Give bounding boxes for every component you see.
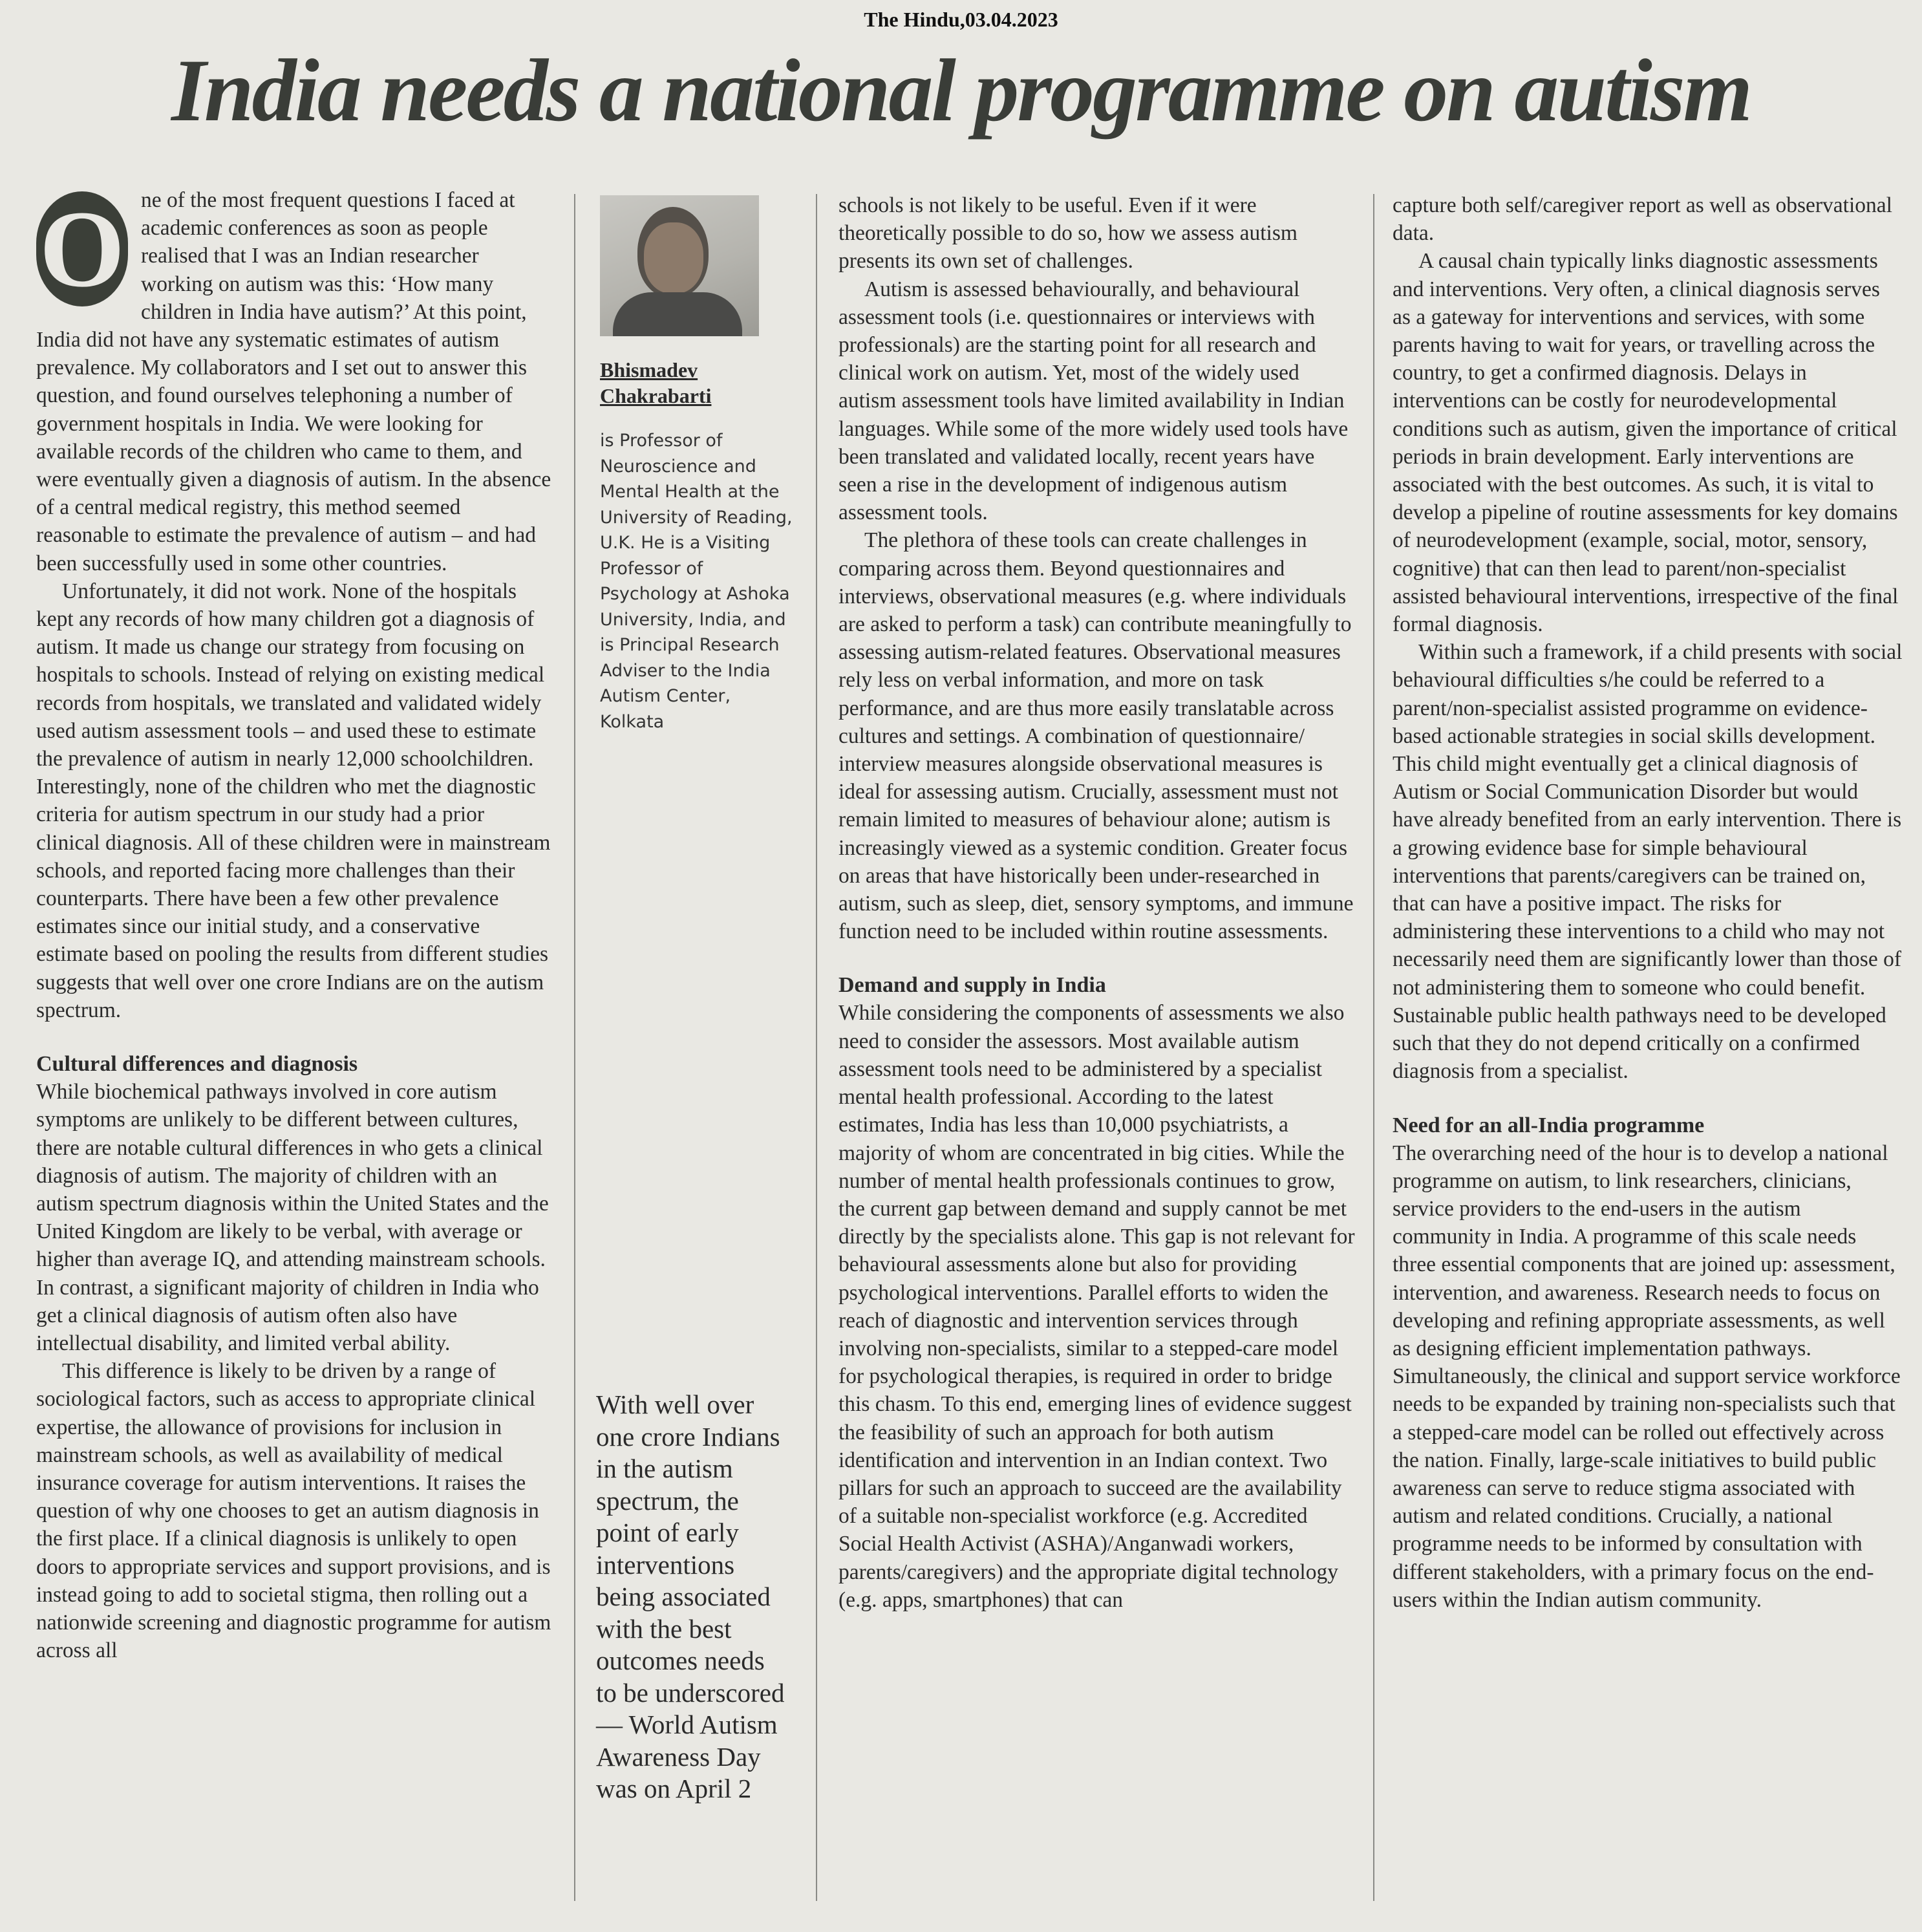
section-heading: Cultural differences and diagnosis [36,1052,358,1077]
section-heading: Need for an all-India programme [1393,1113,1705,1137]
paragraph-text: ne of the most frequent questions I faced at academic conferences as soon as people realised that I was an Indian researcher working on autism was this: ‘How many children in India have autism?’ At this point, India did not have any systematic estimates of autism prevalence. My collaborators and I set out to answer this question, and found ourselves telephoning a number of government hospitals in India. We were looking for available records of the children who came to them, and were eventually given a diagnosis of autism. In the absence of a central medical registry, this method seemed reasonable to estimate the prevalence of autism – and had been successfully used in some other countries. [36,188,551,575]
article-paragraph: capture both self/caregiver report as well as observational data. [1393,193,1892,246]
drop-cap: O [36,191,128,306]
article-paragraph [36,186,553,577]
author-photo [600,195,759,336]
article-paragraph: While considering the components of assessments we also need to consider the assessors. Most available autism assessment tools need to be administered by a specialist mental health professional. According to the latest estimates, India has less than 10,000 psychiatrists, a majority of whom are concentrated in big cities. While the number of mental health professionals continues to grow, the current gap between demand and supply cannot be met directly by the specialists alone. This gap is not relevant for behavioural assessments alone but also for providing psychological interventions. Parallel efforts to widen the reach of diagnostic and intervention services through involving non-specialists, similar to a stepped-care model for psychological therapies, is required in order to bridge this chasm. To this end, emerging lines of evidence suggest the feasibility of such an approach for both autism identification and intervention in an Indian context. Two pillars for such an approach to succeed are the availability of a suitable non-specialist workforce (e.g. Accredited Social Health Activist (ASHA)/Anganwadi workers, parents/caregivers) and the appropriate digital technology (e.g. apps, smartphones) that can [838,1001,1355,1612]
pull-quote: With well over one crore Indians in the autism spectrum, the point of early interventions being associated with the best outcomes needs to be underscored — World Autism Awareness Day was on April 2 [596,1390,785,1803]
article-paragraph: While biochemical pathways involved in core autism symptoms are unlikely to be different between cultures, there are notable cultural differences in who gets a clinical diagnosis of autism. The majority of children with an autism spectrum diagnosis within the United States and the United Kingdom are likely to be verbal, with average or higher than average IQ, and attending mainstream schools. In contrast, a significant majority of children in India who get a clinical diagnosis of autism often also have intellectual disability, and limited verbal ability. [36,1080,549,1355]
article-paragraph: The plethora of these tools can create challenges in comparing across them. Beyond questionnaires and interviews, observational measures (e.g. where individuals are asked to perform a task) can contribute meaningfully to assessing autism-related features. Observational measures rely less on verbal information, and more on task performance, and are thus more easily translatable across cultures and settings. A combination of questionnaire/ interview measures alongside observational measures is ideal for assessing autism. Crucially, assessment must not remain limited to measures of behaviour alone; autism is increasingly viewed as a systemic condition. Greater focus on areas that have historically been under-researched in autism, such as sleep, diet, sensory symptoms, and immune function need to be included within routine assessments. [838,528,1354,944]
article-paragraph: This difference is likely to be driven by a range of sociological factors, such as access to appropriate clinical expertise, the allowance of provisions for inclusion in mainstream schools, as well as availability of medical insurance coverage for autism interventions. It raises the question of why one chooses to get an autism diagnosis in the first place. If a clinical diagnosis is unlikely to open doors to appropriate services and support provisions, and is instead going to add to societal stigma, then rolling out a nationwide screening and diagnostic programme for autism across all [36,1359,551,1663]
author-byline [600,357,787,409]
article-column-4 [1393,191,1903,1614]
article-column-1 [36,186,553,1664]
section-heading: Demand and supply in India [838,973,1106,998]
article-paragraph: schools is not likely to be useful. Even if it were theoretically possible to do so, how we assess autism presents its own set of challenges. [838,193,1297,274]
newspaper-source-line: The Hindu,03.04.2023 [864,8,1058,31]
article-paragraph: Autism is assessed behaviourally, and behavioural assessment tools (i.e. questionnaires or interviews with professionals) are the starting point for all research and clinical work on autism. Yet, most of the widely used autism assessment tools have limited availability in Indian languages. While some of the more widely used tools have been translated and validated locally, recent years have seen a rise in the development of indigenous autism assessment tools. [838,277,1349,525]
article-paragraph: Unfortunately, it did not work. None of the hospitals kept any records of how many children got a diagnosis of autism. It made us change our strategy from focusing on hospitals to schools. Instead of relying on existing medical records from hospitals, we translated and validated widely used autism assessment tools – and used these to estimate the prevalence of autism in nearly 12,000 schoolchildren. Interestingly, none of the children who met the diagnostic criteria for autism spectrum in our study had a prior clinical diagnosis. All of these children were in mainstream schools, and reported facing more challenges than their counterparts. There have been a few other prevalence estimates since our initial study, and a conservative estimate based on pooling the results from different studies suggests that well over one crore Indians are on the autism spectrum. [36,579,551,1022]
author-bio: is Professor of Neuroscience and Mental Health at the University of Reading, U.K. He is a Visiting Professor of Psychology at Ashoka University, India, and is Principal Research Adviser to the India Autism Center, Kolkata [600,431,793,732]
article-column-3 [838,191,1356,1614]
author-photo-face [644,222,703,294]
article-headline: India needs a national programme on autism [171,41,1751,140]
article-paragraph: Within such a framework, if a child presents with social behavioural difficulties s/he could be referred to a parent/non-specialist assisted programme on evidence-based actionable strategies in social skills development. This child might eventually get a clinical diagnosis of Autism or Social Communication Disorder but would have already benefited from an early intervention. There is a growing evidence base for simple behavioural interventions that parents/caregivers can be trained on, that can have a positive impact. The risks for administering these interventions to a child who may not necessarily need them are significantly lower than those of not administering them to someone who could benefit. Sustainable public health pathways need to be developed such that they do not depend critically on a confirmed diagnosis from a specialist. [1393,640,1903,1084]
author-name-last: Chakrabarti [600,384,712,407]
column-divider [574,194,575,1901]
author-name-first: Bhismadev [600,358,698,381]
column-divider [816,194,817,1901]
article-paragraph: A causal chain typically links diagnostic assessments and interventions. Very often, a clinical diagnosis serves as a gateway for interventions and services, with some parents having to wait for years, or travelling across the country, to get a confirmed diagnosis. Delays in interventions can be costly for neurodevelopmental conditions such as autism, given the importance of critical periods in brain development. Early interventions are associated with the best outcomes. As such, it is vital to develop a pipeline of routine assessments for key domains of neurodevelopment (example, social, motor, sensory, cognitive) that can then lead to parent/non-specialist assisted behavioural interventions, irrespective of the final formal diagnosis. [1393,249,1899,637]
author-photo-shoulders [613,292,742,336]
article-paragraph: The overarching need of the hour is to develop a national programme on autism, to link researchers, clinicians, service providers to the end-users in the autism community in India. A programme of this scale needs three essential components that are joined up: assessment, intervention, and awareness. Research needs to focus on developing and refining appropriate assessments, as well as designing efficient implementation pathways. Simultaneously, the clinical and support service workforce needs to be expanded by training non-specialists such that a stepped-care model can be rolled out effectively across the nation. Finally, large-scale initiatives to build public awareness can serve to reduce stigma associated with autism and related conditions. Crucially, a national programme needs to be informed by consultation with different stakeholders, with a primary focus on the end-users within the Indian autism community. [1393,1141,1901,1612]
column-divider [1373,194,1374,1901]
